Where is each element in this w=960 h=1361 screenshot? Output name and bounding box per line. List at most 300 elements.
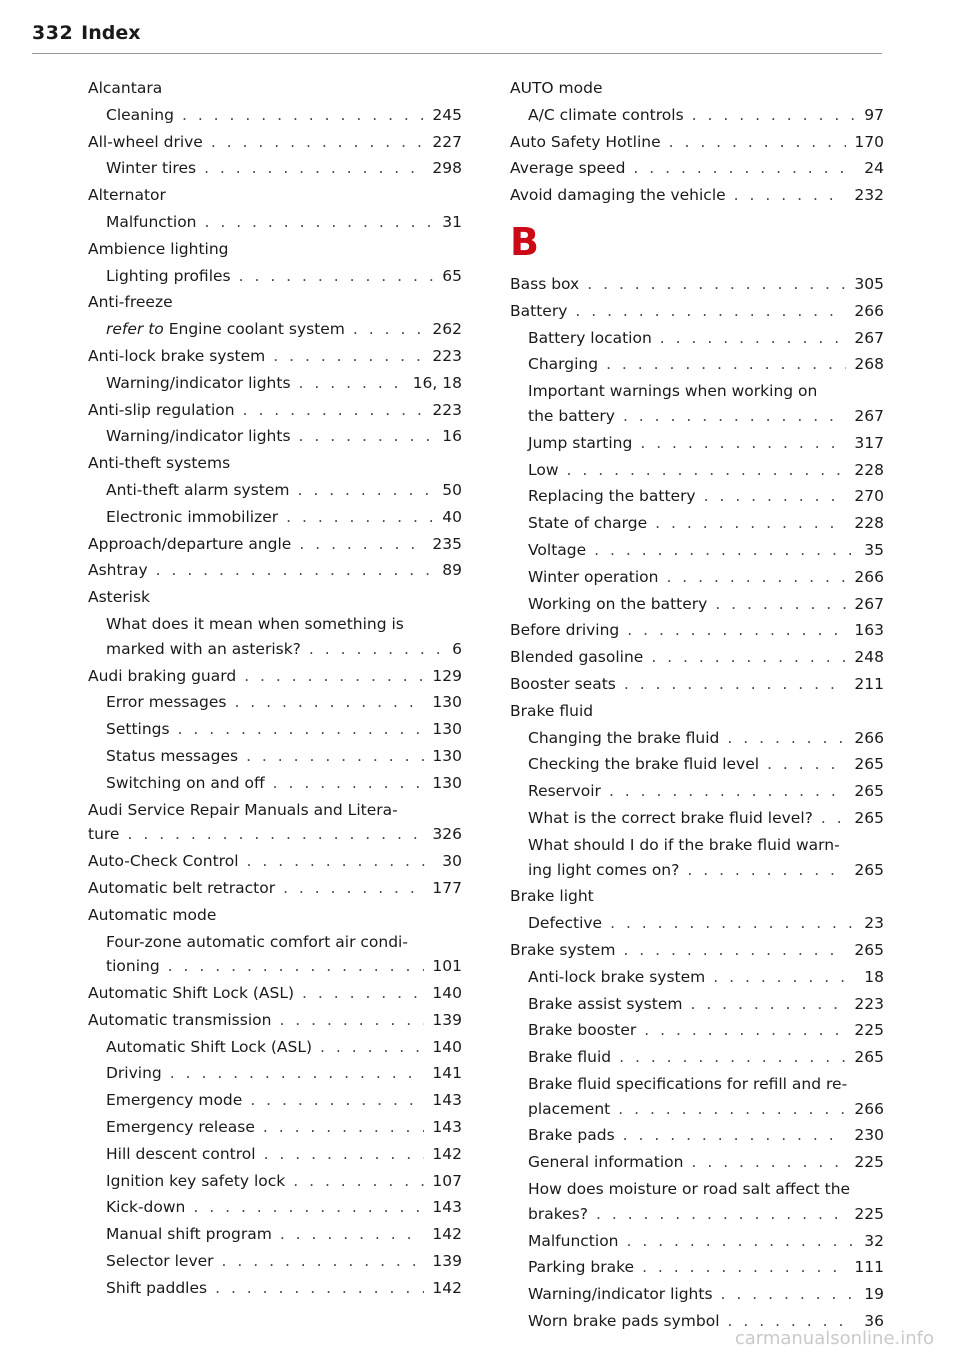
page-ref: 35 [864, 540, 884, 559]
page-ref: 18 [864, 967, 884, 986]
leader-dots [299, 371, 405, 396]
entry-term-text: Engine coolant system [168, 320, 345, 339]
leader-dots [320, 1035, 424, 1060]
page-ref: 19 [864, 1285, 884, 1304]
index-subentry [88, 264, 462, 289]
entry-line [88, 183, 462, 208]
leader-dots [633, 156, 856, 181]
entry-term: Kick-down [106, 1198, 186, 1217]
leader-dots [721, 1282, 857, 1307]
index-entry [510, 884, 884, 909]
index-subentry [510, 806, 884, 831]
index-subentry [510, 1282, 884, 1307]
entry-term: Anti-theft alarm system [106, 480, 290, 499]
leader-dots [299, 424, 435, 449]
entry-term: Bass box [510, 274, 580, 293]
entry-line [106, 1115, 462, 1140]
entry-term-continued: marked with an asterisk? [106, 639, 301, 658]
entry-term: Winter tires [106, 159, 197, 178]
entry-line [528, 1255, 884, 1280]
entry-prefix: refer to [106, 320, 164, 339]
leader-dots [215, 1276, 424, 1301]
leader-dots [666, 565, 846, 590]
index-subentry [88, 424, 462, 449]
entry-term: Replacing the battery [528, 487, 696, 506]
leader-dots [651, 645, 846, 670]
entry-term: Anti-theft systems [88, 454, 231, 473]
index-subentry [88, 478, 462, 503]
index-subentry [510, 458, 884, 483]
entry-line [106, 1035, 462, 1060]
page-ref: 225 [854, 1204, 884, 1223]
leader-dots [821, 806, 847, 831]
entry-term: Low [528, 460, 559, 479]
index-entry [88, 981, 462, 1006]
index-subentry [510, 1123, 884, 1148]
index-entry [510, 76, 884, 101]
entry-line [88, 798, 462, 823]
entry-line [528, 833, 884, 858]
index-entry [88, 558, 462, 583]
leader-dots [619, 1045, 846, 1070]
entry-line [528, 458, 884, 483]
leader-dots [280, 1222, 425, 1247]
entry-term: Checking the brake fluid level [528, 755, 760, 774]
leader-dots [624, 672, 847, 697]
leader-dots [618, 1097, 846, 1122]
page-ref: 143 [432, 1091, 462, 1110]
entry-term: Parking brake [528, 1258, 635, 1277]
index-subentry [510, 592, 884, 617]
index-subentry [88, 771, 462, 796]
leader-dots [246, 744, 424, 769]
leader-dots [273, 771, 425, 796]
entry-term-continued: ing light comes on? [528, 860, 680, 879]
page-ref: 265 [854, 860, 884, 879]
page-ref: 107 [432, 1171, 462, 1190]
leader-dots [627, 618, 846, 643]
index-subentry [510, 511, 884, 536]
page-ref: 143 [432, 1118, 462, 1137]
entry-line [528, 858, 884, 883]
leader-dots [156, 558, 435, 583]
entry-line [106, 954, 462, 979]
index-entry [510, 156, 884, 181]
entry-term-continued: the battery [528, 406, 615, 425]
entry-line [528, 352, 884, 377]
entry-term: Ignition key safety lock [106, 1171, 286, 1190]
entry-line [510, 272, 884, 297]
index-entry [88, 237, 462, 262]
entry-term: Automatic Shift Lock (ASL) [88, 984, 295, 1003]
entry-term: Automatic mode [88, 905, 217, 924]
entry-term: Battery location [528, 328, 652, 347]
page-ref: 140 [432, 984, 462, 1003]
leader-dots [575, 299, 846, 324]
entry-line [510, 645, 884, 670]
page-ref: 129 [432, 666, 462, 685]
leader-dots [353, 317, 424, 342]
entry-term: Alcantara [88, 79, 163, 97]
index-entry [88, 876, 462, 901]
entry-term: Malfunction [106, 212, 197, 231]
entry-line [528, 103, 884, 128]
entry-term: Charging [528, 355, 599, 374]
index-subentry [510, 1229, 884, 1254]
entry-line [88, 1008, 462, 1033]
entry-term: What should I do if the brake fluid warn- [528, 835, 840, 854]
entry-term: Avoid damaging the vehicle [510, 186, 726, 205]
entry-term: How does moisture or road salt affect the [528, 1180, 851, 1199]
entry-line [528, 404, 884, 429]
entry-term: Hill descent control [106, 1144, 256, 1163]
index-subentry [510, 911, 884, 936]
leader-dots [234, 690, 424, 715]
entry-term: Changing the brake fluid [528, 728, 720, 747]
entry-line [88, 451, 462, 476]
page-title: Index [81, 22, 141, 44]
page-ref: 248 [854, 648, 884, 667]
page-ref: 6 [452, 639, 462, 658]
page-ref: 211 [854, 674, 884, 693]
entry-line [106, 210, 462, 235]
index-subentry [510, 752, 884, 777]
index-entry [510, 130, 884, 155]
entry-line [510, 156, 884, 181]
index-subentry [510, 1150, 884, 1175]
index-entry [88, 451, 462, 476]
entry-line [106, 424, 462, 449]
entry-line [106, 156, 462, 181]
entry-line [88, 558, 462, 583]
entry-term: Working on the battery [528, 594, 708, 613]
entry-term: Brake booster [528, 1021, 637, 1040]
leader-dots [299, 532, 424, 557]
leader-dots [204, 156, 424, 181]
index-subentry [510, 1045, 884, 1070]
index-subentry [510, 379, 884, 429]
entry-line [528, 1177, 884, 1202]
leader-dots [283, 876, 424, 901]
entry-line [510, 884, 884, 909]
entry-line [88, 876, 462, 901]
watermark: carmanualsonline.info [734, 1328, 934, 1349]
entry-term: Anti-slip regulation [88, 400, 235, 419]
entry-line [528, 1150, 884, 1175]
page-ref: 177 [432, 878, 462, 897]
index-subentry [88, 930, 462, 980]
entry-line [528, 565, 884, 590]
leader-dots [302, 981, 424, 1006]
entry-line [528, 911, 884, 936]
index-subentry [88, 1115, 462, 1140]
leader-dots [293, 1169, 424, 1194]
index-subentry [510, 965, 884, 990]
entry-line [528, 1282, 884, 1307]
entry-term: Warning/indicator lights [106, 373, 291, 392]
leader-dots [239, 264, 435, 289]
entry-line [528, 726, 884, 751]
entry-line [528, 1045, 884, 1070]
index-entry [510, 299, 884, 324]
entry-line [528, 779, 884, 804]
page-ref: 142 [432, 1144, 462, 1163]
page-ref: 227 [432, 132, 462, 151]
entry-line [88, 130, 462, 155]
entry-line [106, 612, 462, 637]
page-ref: 40 [442, 507, 462, 526]
entry-term: Status messages [106, 746, 239, 765]
index-subentry [88, 1169, 462, 1194]
entry-line [528, 1018, 884, 1043]
entry-line [528, 1097, 884, 1122]
index-subentry [88, 1061, 462, 1086]
leader-dots [273, 344, 424, 369]
entry-line [106, 1222, 462, 1247]
entry-line [106, 1169, 462, 1194]
entry-term: General information [528, 1153, 684, 1172]
entry-line [528, 806, 884, 831]
leader-dots [168, 954, 425, 979]
leader-dots [687, 858, 846, 883]
entry-line [528, 752, 884, 777]
entry-line [88, 849, 462, 874]
leader-dots [264, 1142, 425, 1167]
entry-term: Brake fluid [528, 1048, 612, 1067]
page-ref: 266 [854, 301, 884, 320]
entry-term: Driving [106, 1064, 162, 1083]
entry-term: Switching on and off [106, 773, 265, 792]
page-ref: 163 [854, 621, 884, 640]
page-ref: 225 [854, 1021, 884, 1040]
page-ref: 223 [432, 346, 462, 365]
entry-term: Ashtray [88, 561, 148, 580]
index-subentry [88, 1249, 462, 1274]
entry-line [106, 1088, 462, 1113]
page-header [32, 22, 882, 44]
leader-dots [587, 272, 846, 297]
index-subentry [88, 103, 462, 128]
entry-term: Approach/departure angle [88, 534, 292, 553]
entry-line [510, 183, 884, 208]
entry-line [88, 822, 462, 847]
index-entry [88, 398, 462, 423]
entry-line [528, 379, 884, 404]
leader-dots [182, 103, 424, 128]
index-subentry [88, 210, 462, 235]
page-ref: 140 [432, 1037, 462, 1056]
index-entry [510, 938, 884, 963]
page-ref: 223 [432, 400, 462, 419]
leader-dots [660, 326, 847, 351]
entry-term: Battery [510, 301, 568, 320]
page-ref: 245 [432, 105, 462, 124]
leader-dots [309, 637, 444, 662]
entry-term: Settings [106, 720, 170, 739]
entry-term: Emergency release [106, 1118, 255, 1137]
entry-line [88, 76, 462, 101]
page-ref: 30 [442, 852, 462, 871]
entry-term: Selector lever [106, 1252, 214, 1271]
page-ref: 101 [432, 957, 462, 976]
page-ref: 142 [432, 1278, 462, 1297]
page-ref: 130 [432, 693, 462, 712]
entry-term: Lighting profiles [106, 266, 231, 285]
entry-line [510, 699, 884, 724]
entry-line [88, 237, 462, 262]
entry-term-continued: brakes? [528, 1204, 588, 1223]
entry-line [106, 1276, 462, 1301]
leader-dots [205, 210, 435, 235]
entry-term: Anti-lock brake system [88, 346, 266, 365]
page-ref: 267 [854, 594, 884, 613]
entry-term: What does it mean when something is [106, 614, 404, 633]
entry-term: Brake fluid specifications for refill and re- [528, 1074, 848, 1093]
entry-term: Brake fluid [510, 701, 594, 720]
entry-line [528, 1202, 884, 1227]
leader-dots [247, 849, 435, 874]
index-subentry [510, 431, 884, 456]
entry-line [106, 1249, 462, 1274]
leader-dots [286, 505, 434, 530]
leader-dots [704, 484, 847, 509]
page-ref: 130 [432, 773, 462, 792]
entry-term: Four-zone automatic comfort air condi- [106, 932, 408, 951]
entry-term: Manual shift program [106, 1225, 272, 1244]
leader-dots [623, 1123, 847, 1148]
entry-term: Audi Service Repair Manuals and Litera- [88, 800, 398, 819]
entry-line [528, 965, 884, 990]
index-subentry [88, 1276, 462, 1301]
entry-line [510, 299, 884, 324]
entry-term: Brake system [510, 940, 616, 959]
index-subentry [88, 317, 462, 342]
entry-term: Automatic transmission [88, 1010, 272, 1029]
entry-line [528, 484, 884, 509]
page-ref: 228 [854, 460, 884, 479]
index-subentry [88, 690, 462, 715]
index-subentry [510, 726, 884, 751]
entry-term: Warning/indicator lights [106, 427, 291, 446]
entry-term: Anti-lock brake system [528, 967, 706, 986]
index-subentry [510, 326, 884, 351]
entry-term-continued: placement [528, 1099, 611, 1118]
entry-line [528, 326, 884, 351]
page-ref: 305 [854, 274, 884, 293]
entry-term: Important warnings when working on [528, 382, 818, 401]
entry-term: Brake assist system [528, 994, 683, 1013]
leader-dots [250, 1088, 424, 1113]
entry-line [106, 103, 462, 128]
page-ref: 265 [854, 755, 884, 774]
entry-line [106, 637, 462, 662]
index-subentry [88, 505, 462, 530]
page-ref: 223 [854, 994, 884, 1013]
page-ref: 317 [854, 433, 884, 452]
leader-dots [609, 779, 846, 804]
page-ref: 267 [854, 328, 884, 347]
leader-dots [610, 911, 856, 936]
entry-term: Brake light [510, 887, 594, 906]
index-subentry [510, 1177, 884, 1227]
index-subentry [510, 992, 884, 1017]
entry-line [528, 511, 884, 536]
page-ref: 130 [432, 720, 462, 739]
index-column-left [88, 76, 462, 1303]
page-ref: 266 [854, 567, 884, 586]
index-subentry [88, 744, 462, 769]
entry-term: Automatic Shift Lock (ASL) [106, 1037, 313, 1056]
index-entry [510, 618, 884, 643]
entry-line [528, 431, 884, 456]
page-ref: 16 [442, 427, 462, 446]
page-ref: 65 [442, 266, 462, 285]
index-subentry [88, 1222, 462, 1247]
entry-term: Average speed [510, 159, 626, 178]
page-ref: 32 [864, 1231, 884, 1250]
index-entry [88, 130, 462, 155]
page-ref: 141 [432, 1064, 462, 1083]
entry-line [510, 618, 884, 643]
entry-line [106, 744, 462, 769]
entry-line [106, 505, 462, 530]
index-entry [88, 903, 462, 928]
entry-term: Automatic belt retractor [88, 878, 276, 897]
leader-dots [644, 1018, 846, 1043]
page-ref: 16, 18 [412, 373, 462, 392]
entry-term: What is the correct brake fluid level? [528, 808, 813, 827]
leader-dots [298, 478, 435, 503]
page-ref: 266 [854, 1099, 884, 1118]
leader-dots [691, 1150, 846, 1175]
leader-dots [567, 458, 847, 483]
leader-dots [596, 1202, 846, 1227]
page-ref: 225 [854, 1153, 884, 1172]
leader-dots [767, 752, 846, 777]
entry-line [88, 532, 462, 557]
entry-line [510, 938, 884, 963]
entry-line [106, 1061, 462, 1086]
page-ref: 142 [432, 1225, 462, 1244]
entry-term: Voltage [528, 540, 587, 559]
page-ref: 89 [442, 561, 462, 580]
leader-dots [594, 538, 856, 563]
index-subentry [510, 1072, 884, 1122]
index-subentry [510, 1018, 884, 1043]
index-subentry [510, 538, 884, 563]
entry-term: Auto Safety Hotline [510, 132, 661, 151]
index-entry [88, 183, 462, 208]
entry-line [106, 317, 462, 342]
entry-term: Reservoir [528, 782, 601, 801]
index-entry [88, 290, 462, 315]
entry-line [88, 290, 462, 315]
entry-line [88, 981, 462, 1006]
index-entry [88, 344, 462, 369]
index-entry [88, 849, 462, 874]
entry-term: Shift paddles [106, 1278, 208, 1297]
page-ref: 265 [854, 782, 884, 801]
leader-dots [715, 592, 846, 617]
page-ref: 139 [432, 1252, 462, 1271]
page-ref: 143 [432, 1198, 462, 1217]
page-ref: 298 [432, 159, 462, 178]
entry-term: Emergency mode [106, 1091, 243, 1110]
entry-line [88, 344, 462, 369]
index-entry [88, 798, 462, 848]
entry-term: Anti-freeze [88, 293, 173, 312]
page-ref: 265 [854, 808, 884, 827]
